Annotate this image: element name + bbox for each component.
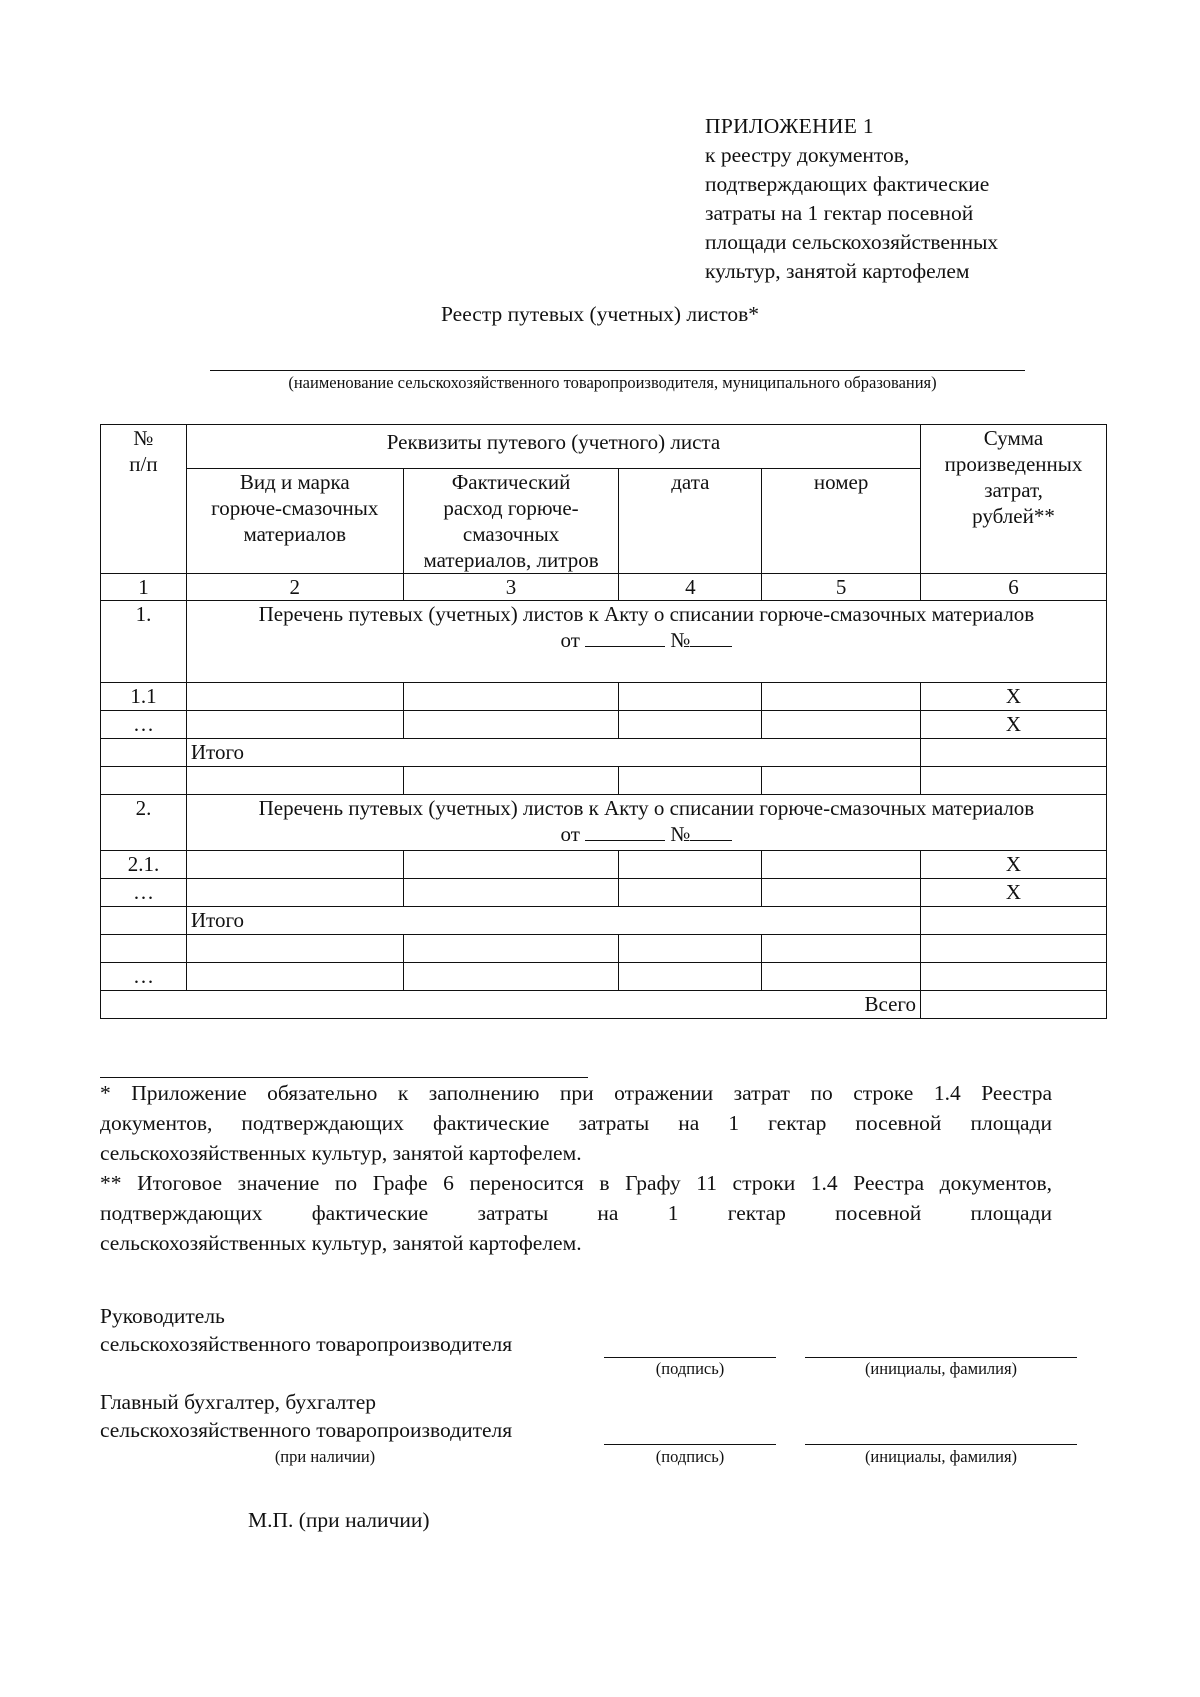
head-signature-label: Руководитель сельскохозяйственного товаропроизводителя (100, 1304, 513, 1356)
column-numbers-row (101, 574, 1107, 601)
accountant-signature-caption: (подпись) (655, 1447, 725, 1466)
section-2-header (101, 795, 1107, 851)
appendix-line: культур, занятой картофелем (705, 259, 970, 283)
column-number: 5 (762, 574, 921, 601)
col-header-no: № п/п (101, 425, 187, 574)
appendix-line: к реестру документов, (705, 143, 910, 167)
register-table (100, 424, 1107, 1019)
appendix-line: площади сельскохозяйственных (705, 230, 999, 254)
col-header-date: дата (619, 469, 762, 574)
grand-total-row (101, 991, 1107, 1019)
producer-name-line (210, 370, 1025, 371)
table-row (101, 767, 1107, 795)
table-row (101, 935, 1107, 963)
appendix-line: подтверждающих фактические (705, 172, 990, 196)
act-number-blank (690, 646, 732, 647)
accountant-name-line (805, 1444, 1077, 1445)
table-row: … X (101, 711, 1107, 739)
footnote-2-line: подтверждающих фактические затраты на 1 гектар посевной площади (100, 1201, 1052, 1225)
grand-total-label: Всего (101, 991, 921, 1019)
section-title-text: Перечень путевых (учетных) листов к Акту о списании горюче-смазочных материалов (258, 602, 1035, 626)
column-number: 3 (403, 574, 619, 601)
stamp-place: М.П. (при наличии) (248, 1508, 430, 1532)
act-date-number: от № (191, 821, 1102, 847)
footnotes (100, 1078, 1052, 1258)
column-number: 2 (186, 574, 403, 601)
section-2-total (101, 907, 1107, 935)
act-date-blank (585, 840, 665, 841)
act-number-blank (690, 840, 732, 841)
table-row: 1.1 X (101, 683, 1107, 711)
head-name-line (805, 1357, 1077, 1358)
act-date-number: от № (191, 627, 1102, 653)
appendix-line: затраты на 1 гектар посевной (705, 201, 974, 225)
act-date-blank (585, 646, 665, 647)
accountant-note: (при наличии) (274, 1447, 376, 1466)
accountant-signature-line (604, 1444, 776, 1445)
register-title: Реестр путевых (учетных) листов* (441, 302, 759, 326)
footnote-1-line: * Приложение обязательно к заполнению при отражении затрат по строке 1.4 Реестра (100, 1081, 1052, 1105)
section-title (186, 601, 1106, 683)
head-signature-line (604, 1357, 776, 1358)
producer-name-caption: (наименование сельскохозяйственного товаропроизводителя, муниципального образования) (288, 373, 937, 392)
section-title (186, 795, 1106, 851)
section-title-text: Перечень путевых (учетных) листов к Акту о списании горюче-смазочных материалов (258, 796, 1035, 820)
column-number: 1 (101, 574, 187, 601)
table-row: 2.1. X (101, 851, 1107, 879)
appendix-title: ПРИЛОЖЕНИЕ 1 (705, 114, 874, 138)
col-header-fuel-type: Вид и марка горюче-смазочных материалов (186, 469, 403, 574)
col-header-number: номер (762, 469, 921, 574)
ellipsis: … (101, 963, 187, 991)
section-1-header (101, 601, 1107, 683)
column-number: 6 (921, 574, 1107, 601)
col-header-group: Реквизиты путевого (учетного) листа (186, 425, 920, 469)
section-number: 1. (101, 601, 187, 683)
table-row: … X (101, 879, 1107, 907)
table-row (101, 963, 1107, 991)
col-header-fuel-used: Фактический расход горюче- смазочных материалов, литров (403, 469, 619, 574)
section-number: 2. (101, 795, 187, 851)
head-name-caption: (инициалы, фамилия) (864, 1359, 1018, 1378)
column-number: 4 (619, 574, 762, 601)
section-1-total (101, 739, 1107, 767)
total-label: Итого (186, 739, 920, 767)
head-signature-caption: (подпись) (655, 1359, 725, 1378)
col-header-sum: Сумма произведенных затрат, рублей** (921, 425, 1107, 574)
total-label: Итого (186, 907, 920, 935)
accountant-signature-label: Главный бухгалтер, бухгалтер сельскохозяйственного товаропроизводителя (100, 1390, 513, 1442)
footnote-2-line: сельскохозяйственных культур, занятой картофелем. (100, 1231, 582, 1255)
accountant-name-caption: (инициалы, фамилия) (864, 1447, 1018, 1466)
footnote-1-line: документов, подтверждающих фактические затраты на 1 гектар посевной площади (100, 1111, 1052, 1135)
footnote-2-line: ** Итоговое значение по Графе 6 переносится в Графу 11 строки 1.4 Реестра документов, (100, 1171, 1052, 1195)
footnote-1-line: сельскохозяйственных культур, занятой картофелем. (100, 1141, 582, 1165)
appendix-header (705, 112, 1105, 286)
